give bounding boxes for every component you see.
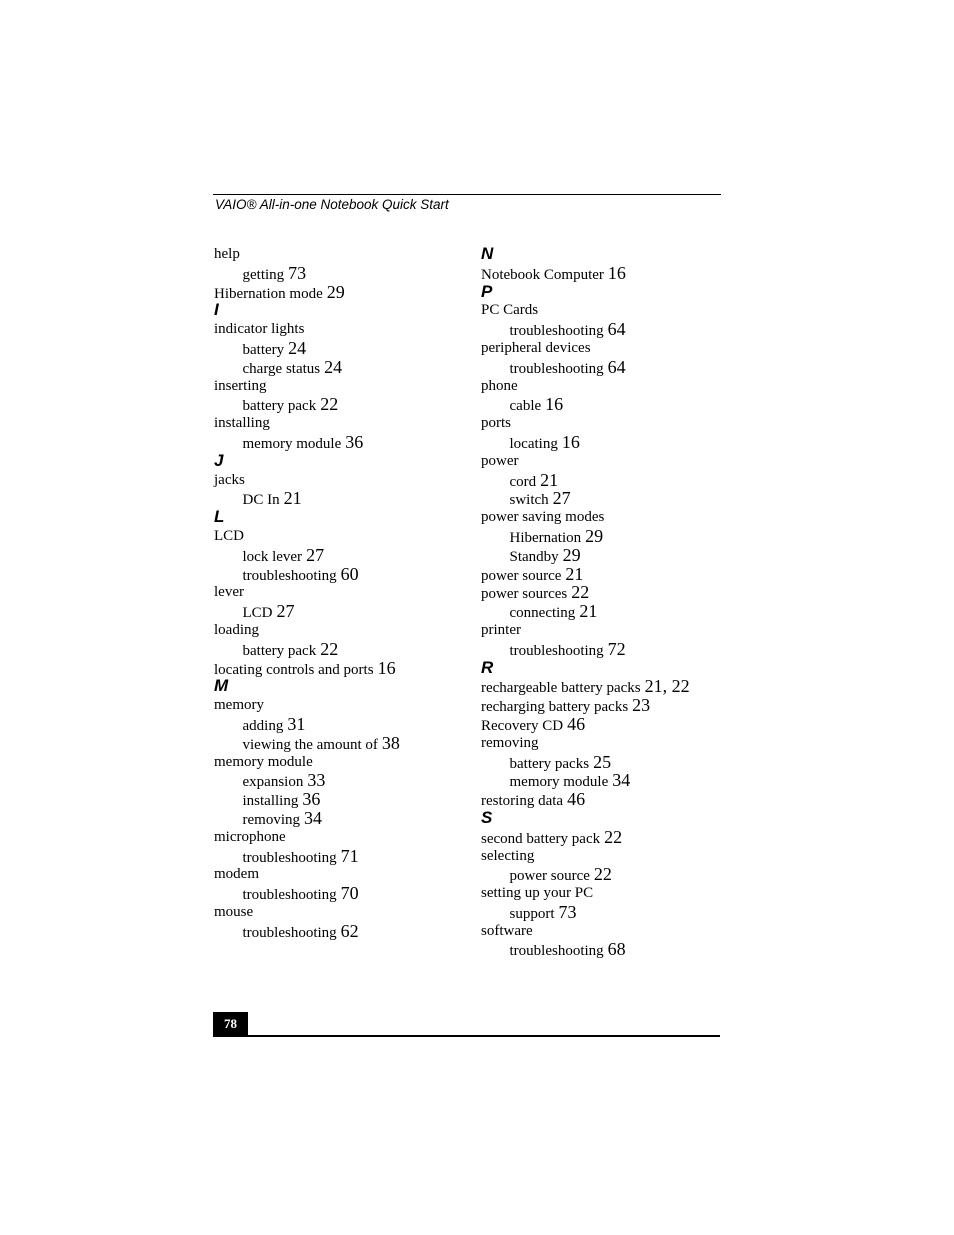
index-entry [481, 790, 741, 809]
index-entry [214, 377, 474, 396]
index-subentry [214, 640, 474, 659]
index-section-letter [214, 452, 474, 471]
index-term: cable [509, 398, 542, 415]
index-subentry [214, 715, 474, 734]
index-subentry [481, 546, 741, 565]
index-subentry [481, 903, 741, 922]
index-term: phone [481, 377, 518, 394]
index-subentry [481, 395, 741, 414]
index-term: troubleshooting [242, 924, 337, 941]
index-subentry [214, 433, 474, 452]
index-entry [481, 301, 741, 320]
page-reference: 38 [381, 732, 400, 753]
index-subentry [481, 320, 741, 339]
index-section-letter [481, 245, 741, 264]
index-term: power [481, 452, 519, 469]
index-entry [214, 696, 474, 715]
index-subentry [214, 809, 474, 828]
index-entry [481, 377, 741, 396]
index-subentry [481, 471, 741, 490]
page-reference: 34 [304, 807, 322, 828]
page-reference: 16 [545, 394, 564, 415]
index-section-letter [214, 677, 474, 696]
index-term: power saving modes [481, 509, 605, 526]
index-term: connecting [509, 605, 576, 622]
page-reference: 46 [567, 713, 586, 734]
index-term: recharging battery packs [481, 699, 629, 716]
index-term: troubleshooting [242, 567, 337, 584]
index-term: help [214, 246, 240, 262]
index-column-right [481, 245, 741, 959]
index-term: modem [214, 866, 259, 883]
index-subentry [481, 602, 741, 621]
index-entry [481, 583, 741, 602]
page-reference: 22 [320, 638, 339, 659]
index-entry [481, 621, 741, 640]
page-reference: 27 [552, 488, 571, 509]
index-term: setting up your PC [481, 885, 594, 902]
page-reference: 23 [632, 695, 651, 716]
section-letter-text: P [481, 281, 493, 301]
page-reference: 73 [558, 901, 577, 922]
page-reference: 62 [340, 920, 359, 941]
index-term: switch [509, 492, 549, 509]
index-term: PC Cards [481, 302, 539, 319]
page-reference: 70 [340, 883, 359, 904]
index-subentry [214, 264, 474, 283]
page-reference: 16 [377, 657, 396, 678]
index-entry [214, 583, 474, 602]
page-reference: 22 [604, 826, 623, 847]
index-term: getting [242, 266, 285, 283]
page-reference: 27 [276, 601, 295, 622]
index-term: removing [481, 734, 539, 751]
index-term: LCD [242, 605, 273, 622]
page-reference: 16 [607, 262, 626, 283]
page-reference: 29 [562, 544, 581, 565]
index-term: Hibernation mode [214, 285, 323, 302]
index-term: memory [214, 697, 264, 714]
index-subentry [481, 865, 741, 884]
page-reference: 21 [565, 563, 584, 584]
page-reference: 22 [593, 864, 612, 885]
index-term: printer [481, 621, 521, 638]
index-subentry [214, 565, 474, 584]
running-header-title: VAIO® All-in-one Notebook Quick Start [215, 197, 449, 212]
index-entry [214, 471, 474, 490]
page-reference: 25 [593, 751, 612, 772]
index-entry [481, 847, 741, 866]
index-term: troubleshooting [242, 849, 337, 866]
index-entry [214, 828, 474, 847]
header-rule [213, 194, 721, 195]
index-term: DC In [242, 492, 280, 509]
index-entry [481, 734, 741, 753]
page-reference: 21 [283, 488, 302, 509]
index-term: support [509, 905, 555, 922]
index-term: power sources [481, 586, 568, 603]
page-reference: 71 [340, 845, 359, 866]
index-term: rechargeable battery packs [481, 680, 641, 697]
page-reference: 60 [340, 563, 359, 584]
index-entry [214, 753, 474, 772]
section-letter-text: I [214, 300, 219, 320]
page-reference: 24 [324, 356, 343, 377]
page-reference: 29 [326, 281, 345, 302]
page-reference: 21, 22 [644, 676, 690, 697]
page-reference: 34 [612, 770, 631, 791]
index-term: memory module [509, 774, 609, 791]
index-term: troubleshooting [509, 323, 604, 340]
index-term: Recovery CD [481, 717, 564, 734]
page-reference: 24 [288, 337, 307, 358]
index-entry [214, 283, 474, 302]
index-term: installing [214, 415, 270, 432]
index-entry [481, 452, 741, 471]
index-entry [481, 508, 741, 527]
index-entry [481, 922, 741, 941]
index-term: power source [509, 868, 590, 885]
index-term: software [481, 922, 533, 939]
index-entry [481, 565, 741, 584]
page-reference: 31 [287, 713, 306, 734]
index-term: Hibernation [509, 529, 582, 546]
index-subentry [214, 358, 474, 377]
section-letter-text: M [214, 676, 229, 696]
page-reference: 36 [302, 789, 321, 810]
page-reference: 64 [607, 319, 626, 340]
index-entry [481, 677, 741, 696]
page-reference: 27 [306, 544, 325, 565]
index-term: locating controls and ports [214, 661, 374, 678]
index-term: adding [242, 717, 284, 734]
page-reference: 68 [607, 939, 626, 960]
index-term: peripheral devices [481, 339, 591, 356]
index-term: loading [214, 621, 259, 638]
index-subentry [481, 640, 741, 659]
index-entry [481, 414, 741, 433]
index-entry [214, 245, 474, 264]
index-entry [214, 320, 474, 339]
index-subentry [481, 753, 741, 772]
index-entry [214, 659, 474, 678]
page-reference: 29 [585, 525, 604, 546]
index-term: memory module [214, 753, 313, 770]
index-entry [214, 527, 474, 546]
index-term: lever [214, 584, 244, 601]
index-term: inserting [214, 377, 267, 394]
page-reference: 72 [607, 638, 626, 659]
page-reference: 21 [540, 469, 559, 490]
page-reference: 21 [579, 601, 598, 622]
page-reference: 22 [571, 582, 590, 603]
index-term: locating [509, 435, 558, 452]
page-reference: 46 [567, 789, 586, 810]
index-subentry [481, 489, 741, 508]
index-term: battery [242, 341, 285, 358]
index-subentry [481, 433, 741, 452]
index-subentry [214, 489, 474, 508]
index-section-letter [214, 301, 474, 320]
page-reference: 22 [320, 394, 339, 415]
index-term: troubleshooting [509, 943, 604, 960]
index-term: battery pack [242, 642, 317, 659]
index-term: cord [509, 473, 537, 490]
index-subentry [214, 922, 474, 941]
page-number-badge: 78 [213, 1012, 248, 1036]
index-term: expansion [242, 774, 304, 791]
index-term: charge status [242, 360, 321, 377]
index-subentry [481, 527, 741, 546]
index-term: battery packs [509, 755, 590, 772]
index-term: mouse [214, 903, 254, 920]
index-term: indicator lights [214, 321, 305, 338]
index-subentry [214, 546, 474, 565]
index-entry [481, 696, 741, 715]
index-term: selecting [481, 847, 535, 864]
index-entry [481, 715, 741, 734]
index-entry [481, 264, 741, 283]
index-subentry [214, 771, 474, 790]
index-term: troubleshooting [509, 642, 604, 659]
index-term: troubleshooting [242, 887, 337, 904]
page-reference: 36 [345, 431, 364, 452]
index-entry [481, 339, 741, 358]
index-subentry [481, 358, 741, 377]
index-subentry [214, 734, 474, 753]
index-term: Notebook Computer [481, 266, 604, 283]
index-subentry [214, 884, 474, 903]
index-entry [214, 865, 474, 884]
index-subentry [214, 602, 474, 621]
section-letter-text: S [481, 807, 493, 827]
index-term: troubleshooting [509, 360, 604, 377]
index-entry [214, 621, 474, 640]
index-term: power source [481, 567, 562, 584]
index-subentry [481, 771, 741, 790]
index-subentry [214, 339, 474, 358]
section-letter-text: N [481, 244, 494, 263]
index-section-letter [214, 508, 474, 527]
index-section-letter [481, 283, 741, 302]
index-term: ports [481, 415, 511, 432]
index-subentry [214, 395, 474, 414]
index-column-left [214, 245, 474, 940]
index-term: battery pack [242, 398, 317, 415]
index-entry [481, 884, 741, 903]
index-entry [214, 903, 474, 922]
page-reference: 33 [307, 770, 326, 791]
page-reference: 73 [288, 262, 307, 283]
page-reference: 16 [561, 431, 580, 452]
index-term: jacks [214, 471, 245, 488]
index-subentry [481, 940, 741, 959]
index-entry [214, 414, 474, 433]
index-subentry [214, 847, 474, 866]
index-term: Standby [509, 548, 559, 565]
index-term: lock lever [242, 548, 303, 565]
page-reference: 64 [607, 356, 626, 377]
index-term: LCD [214, 527, 244, 544]
index-term: installing [242, 793, 299, 810]
index-term: microphone [214, 828, 286, 845]
index-entry [481, 828, 741, 847]
section-letter-text: R [481, 657, 494, 677]
index-section-letter [481, 659, 741, 678]
index-term: viewing the amount of [242, 736, 378, 753]
index-subentry [214, 790, 474, 809]
section-letter-text: L [214, 507, 225, 527]
index-term: restoring data [481, 793, 564, 810]
footer-rule [213, 1035, 720, 1037]
index-section-letter [481, 809, 741, 828]
section-letter-text: J [214, 450, 224, 470]
index-term: removing [242, 811, 300, 828]
index-term: second battery pack [481, 830, 601, 847]
index-term: memory module [242, 435, 342, 452]
